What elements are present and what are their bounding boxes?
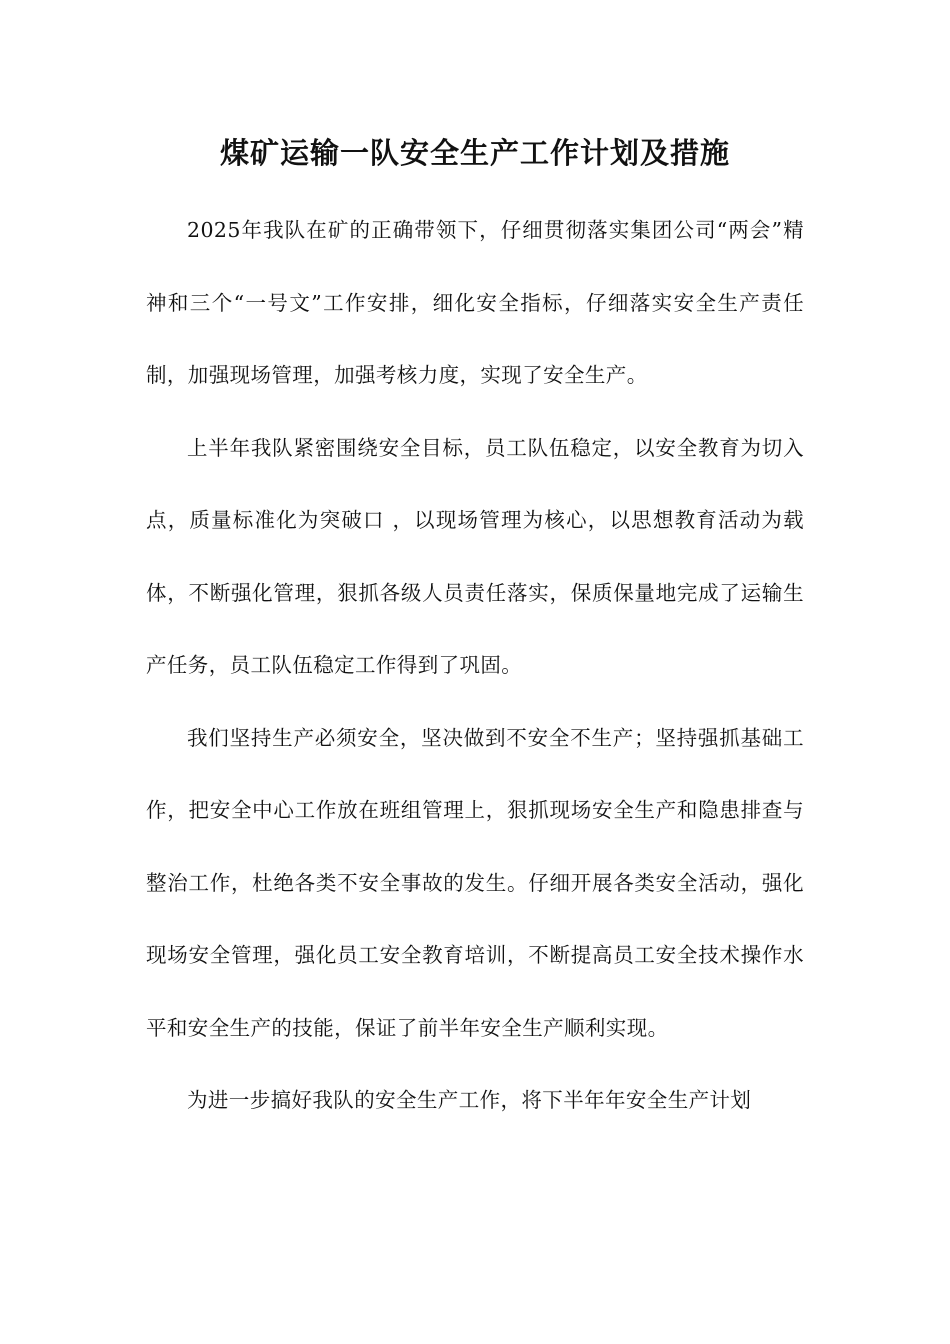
paragraph-second-half-plan: 为进一步搞好我队的安全生产工作，将下半年年安全生产计划 [187, 1088, 752, 1112]
document-title: 煤矿运输一队安全生产工作计划及措施 [219, 136, 730, 170]
paragraph-safety-principles: 我们坚持生产必须安全，坚决做到不安全不生产；坚持强抓基础工作，把安全中心工作放在班组管理上，狠抓现场安全生产和隐患排查与整治工作，杜绝各类不安全事故的发生。仔细开展各类安全活动，强化现场安全管理，强化员工安全教育培训，不断提高员工安全技术操作水平和安全生产的技能，保证了前半年安全生产顺利实现。 [146, 725, 804, 1040]
paragraph-first-half-summary: 上半年我队紧密围绕安全目标，员工队伍稳定，以安全教育为切入点，质量标准化为突破口 ，以现场管理为核心，以思想教育活动为载体，不断强化管理，狠抓各级人员责任落实，保质保量地完成了运输生产任务，员工队伍稳定工作得到了巩固。 [146, 435, 804, 677]
document-body [146, 194, 804, 1137]
paragraph-intro: 2025年我队在矿的正确带领下，仔细贯彻落实集团公司“两会”精神和三个“一号文”工作安排，细化安全指标，仔细落实安全生产责任制，加强现场管理，加强考核力度，实现了安全生产。 [146, 218, 804, 387]
